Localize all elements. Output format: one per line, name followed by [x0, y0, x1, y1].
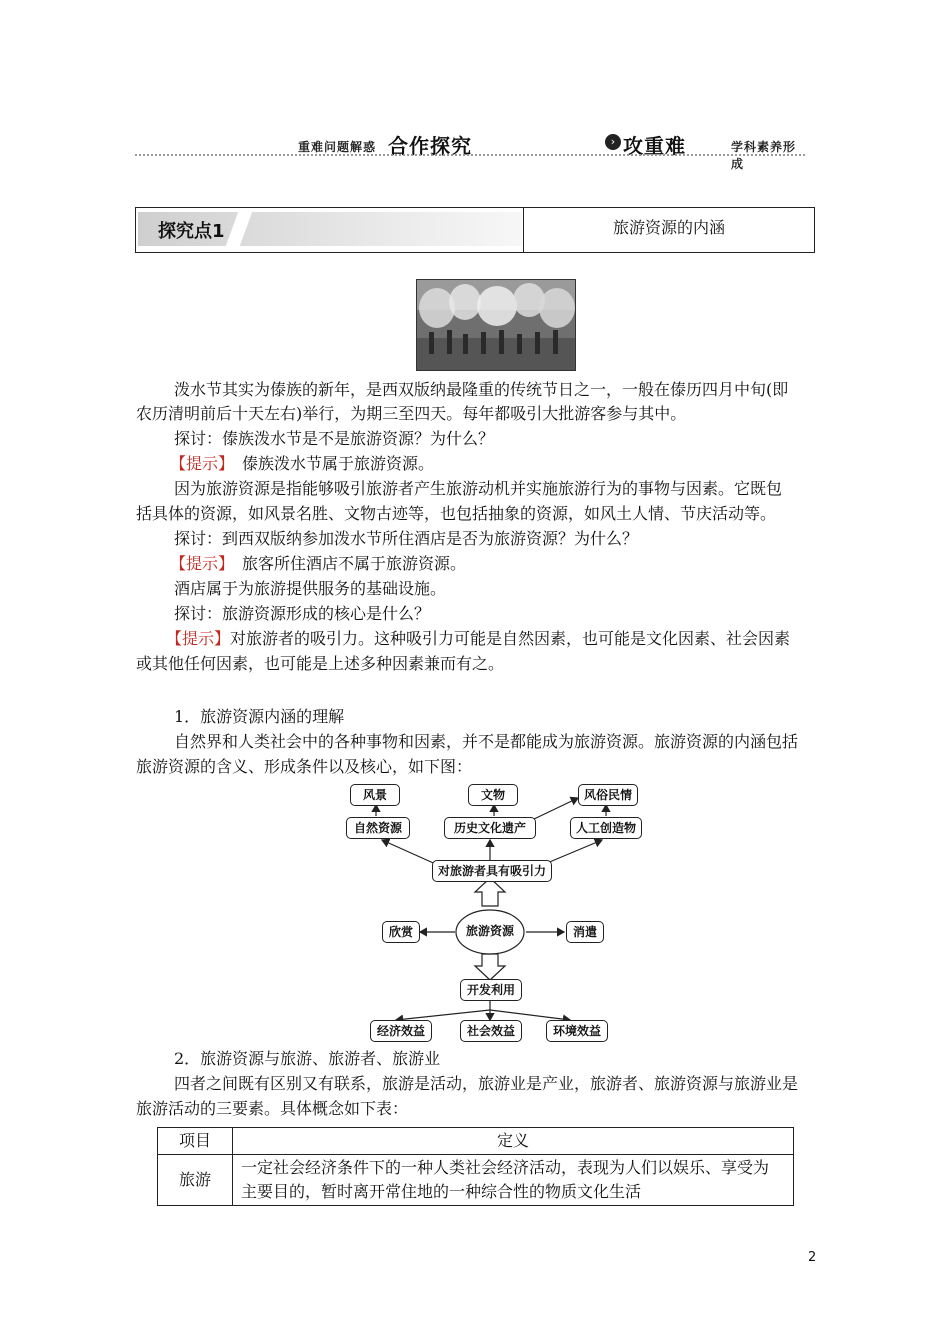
paragraph-line: 因为旅游资源是指能够吸引旅游者产生旅游动机并实施旅游行为的事物与因素。它既包 [174, 479, 783, 498]
hint-text: 傣族泼水节属于旅游资源。 [226, 454, 435, 473]
subheading: 1．旅游资源内涵的理解 [174, 707, 345, 726]
node-historical-heritage: 历史文化遗产 [444, 817, 536, 839]
table-header-definition: 定义 [233, 1128, 794, 1155]
paragraph-line: 括具体的资源，如风景名胜、文物古迹等，也包括抽象的资源，如风土人情、节庆活动等。 [136, 504, 777, 523]
chapter-header [135, 128, 805, 171]
table-cell-definition [233, 1155, 794, 1206]
chevron-right-icon: › [605, 134, 621, 150]
paragraph-line: 农历清明前后十天左右)举行，为期三至四天。每年都吸引大批游客参与其中。 [136, 404, 687, 423]
node-attraction: 对旅游者具有吸引力 [432, 860, 552, 882]
subheading: 2．旅游资源与旅游、旅游者、旅游业 [174, 1049, 441, 1068]
festival-photo [416, 279, 576, 371]
paragraph-line: 探讨：傣族泼水节是不是旅游资源？为什么？ [174, 429, 495, 448]
node-environmental-benefit: 环境效益 [546, 1020, 608, 1042]
paragraph-line: 旅游活动的三要素。具体概念如下表： [136, 1099, 409, 1118]
node-relics: 文物 [468, 784, 518, 806]
hint-line [170, 552, 466, 576]
hint-label: 【提示】 [170, 554, 227, 573]
festival-photo-illustration [417, 280, 575, 370]
header-divider [135, 154, 805, 156]
hint-label: 【提示】 [170, 454, 227, 473]
paragraph-line: 旅游资源的含义、形成条件以及核心，如下图： [136, 757, 473, 776]
header-title-right: 攻重难 [623, 134, 686, 158]
node-scenery: 风景 [350, 784, 400, 806]
section-tag [138, 212, 522, 246]
node-natural-resources: 自然资源 [346, 817, 410, 839]
paragraph-line: 四者之间既有区别又有联系，旅游是活动，旅游业是产业，旅游者、旅游资源与旅游业是 [174, 1074, 799, 1093]
paragraph-line: 酒店属于为旅游提供服务的基础设施。 [174, 579, 447, 598]
page-number: 2 [808, 1250, 817, 1265]
section-tag-label: 探究点1 [158, 221, 225, 242]
hint-text: 对旅游者的吸引力。这种吸引力可能是自然因素，也可能是文化因素、社会因素 [230, 629, 791, 648]
definition-line: 主要目的，暂时离开常住地的一种综合性的物质文化生活 [241, 1182, 642, 1201]
hint-line [170, 452, 434, 476]
node-man-made: 人工创造物 [570, 817, 642, 839]
header-left-text: 重难问题解惑 [298, 140, 377, 154]
paragraph-line: 探讨：到西双版纳参加泼水节所住酒店是否为旅游资源？为什么？ [174, 529, 639, 548]
definitions-table [157, 1127, 794, 1206]
node-appreciate: 欣赏 [382, 921, 420, 943]
hint-text: 旅客所住酒店不属于旅游资源。 [226, 554, 467, 573]
table-cell-item: 旅游 [158, 1155, 233, 1206]
node-economic-benefit: 经济效益 [370, 1020, 432, 1042]
node-develop: 开发利用 [460, 979, 522, 1001]
hint-label: 【提示】 [166, 629, 231, 648]
concept-diagram [340, 780, 640, 1045]
node-tourism-resources: 旅游资源 [465, 924, 514, 938]
table-header-row [158, 1128, 794, 1155]
node-leisure: 消遣 [566, 921, 604, 943]
paragraph-line: 自然界和人类社会中的各种事物和因素，并不是都能成为旅游资源。旅游资源的内涵包括 [174, 732, 799, 751]
node-social-benefit: 社会效益 [460, 1020, 522, 1042]
header-title-left: 合作探究 [388, 134, 472, 158]
tag-slash-decoration [226, 212, 252, 246]
header-right-text: 学科素养形成 [731, 140, 797, 171]
paragraph-line: 或其他任何因素，也可能是上述多种因素兼而有之。 [136, 654, 505, 673]
paragraph-line: 探讨：旅游资源形成的核心是什么？ [174, 604, 431, 623]
node-folk-customs: 风俗民情 [578, 784, 638, 806]
table-header-item: 项目 [158, 1128, 233, 1155]
table-row [158, 1155, 794, 1206]
section-title: 旅游资源的内涵 [612, 218, 725, 237]
paragraph-line: 泼水节其实为傣族的新年，是西双版纳最隆重的传统节日之一，一般在傣历四月中旬(即 [174, 380, 789, 399]
section-header [135, 207, 815, 253]
hint-line [166, 627, 790, 651]
definition-line: 一定社会经济条件下的一种人类社会经济活动，表现为人们以娱乐、享受为 [241, 1158, 770, 1177]
